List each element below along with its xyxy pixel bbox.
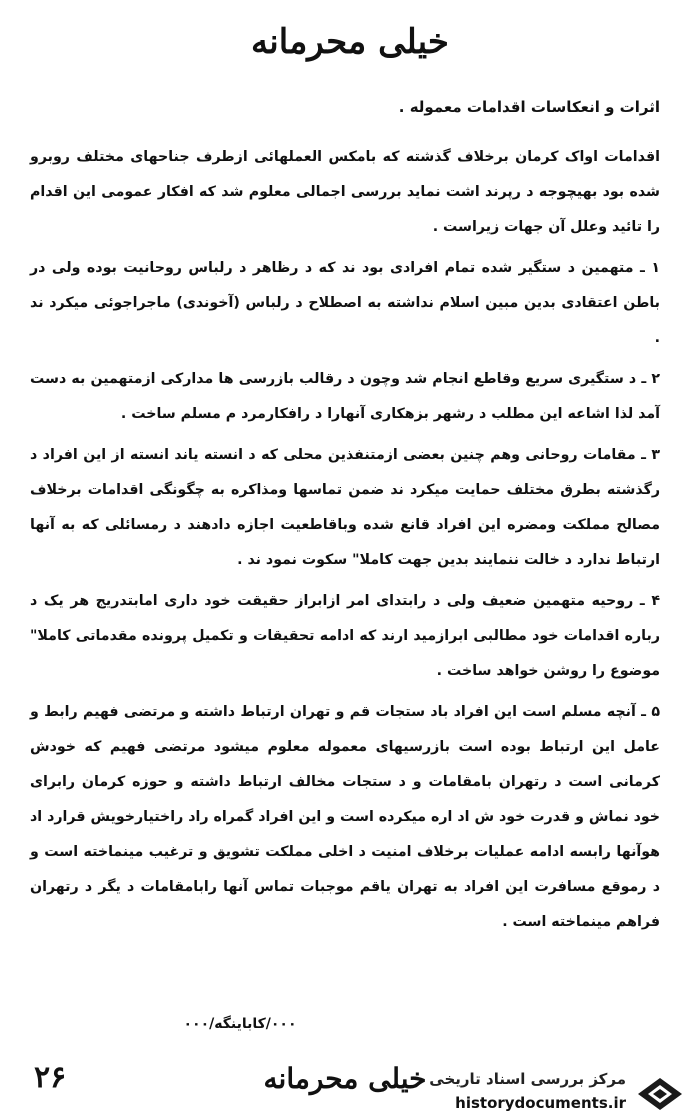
document-subject: اثرات و انعکاسات اقدامات معموله . xyxy=(398,98,660,116)
signature-line: ۰۰۰/کاباینگه/۰۰۰ xyxy=(183,1016,297,1032)
paragraph-intro: اقدامات اواک کرمان برخلاف گذشته که بامکس العملهائی ازطرف جناحهای مختلف روبرو شده بود بهیچوجه د رپرند اشت نماید بررسی اجمالی معلوم شد که افکار عمومی این اقدام را تائید وعلل آن جهات زیراست . xyxy=(30,149,660,235)
classification-footer: خیلی محرمانه xyxy=(263,1062,427,1095)
archive-url[interactable]: historydocuments.ir xyxy=(455,1094,626,1112)
paragraph-item-5: ۵ ـ آنچه مسلم است این افراد باد ستجات قم و تهران ارتباط داشته و مرتضی فهیم رابط و عامل این ارتباط بوده است بازرسیهای معموله معلوم میشود مرتضی فهیم که خودش کرمانی است د رتهران بامقامات و د ستجات مخالف ارتباط داشته و حوزه کرمان رابرای خود نماش و قدرت خود ش اد اره میکرده است و این افراد گمراه راد راختیارخویش قرارد اد هوآنها رابسه ادامه عملیات برخلاف امنیت د اخلی مملکت تشویق و ترغیب مینماخته است و د رموقع مسافرت این افراد به تهران یاقم موجبات تماس آنها رابامقامات د یگر د رتهران فراهم مینماخته است . xyxy=(30,704,660,930)
paragraph-item-2: ۲ ـ د ستگیری سریع وقاطع انجام شد وچون د رقالب بازرسی ها مدارکی ازمتهمین به دست آمد لذا اشاعه این مطلب د رشهر بزهکاری آنهارا د رافکارمرد م مسلم ساخت . xyxy=(30,371,660,422)
document-body xyxy=(30,140,660,940)
page-number: ۲۶ xyxy=(34,1060,67,1095)
paragraph-item-3: ۳ ـ مقامات روحانی وهم چنین بعضی ازمتنفذین محلی که د انسته یاند انسته از این افراد د رگذشته بطرق مختلف حمایت میکرد ند ضمن تماسها ومذاکره به چگونگی اقدامات برخلاف مصالح مملکت ومضره این افراد قانع شده وباقاطعیت اجازه دادهند د رمسائلی که به آنها ارتباط ندارد د خالت ننمایند بدین جهت کاملا" سکوت نمود ند . xyxy=(30,447,660,568)
paragraph-item-4: ۴ ـ روحیه متهمین ضعیف ولی د رابتدای امر ازابراز حقیقت خود داری امابتدریج هر یک د رباره اقدامات خود مطالبی ابرازمید ارند که ادامه تحقیقات و تکمیل پرونده مقدماتی کاملا" موضوع را روشن خواهد ساخت . xyxy=(30,593,660,679)
archive-watermark[interactable] xyxy=(422,1070,692,1118)
paragraph-item-1: ۱ ـ متهمین د ستگیر شده تمام افرادی بود ند که د رظاهر د رلباس روحانیت بوده ولی در باطن اعتقادی بدین مبین اسلام نداشته به اصطلاح د رلباس (آخوندی) ماجراجوئی میکرد ند . xyxy=(30,260,660,346)
archive-logo-icon xyxy=(634,1072,686,1116)
archive-name: مرکز بررسی اسناد تاریخی xyxy=(429,1070,626,1088)
classification-header: خیلی محرمانه xyxy=(251,22,449,62)
